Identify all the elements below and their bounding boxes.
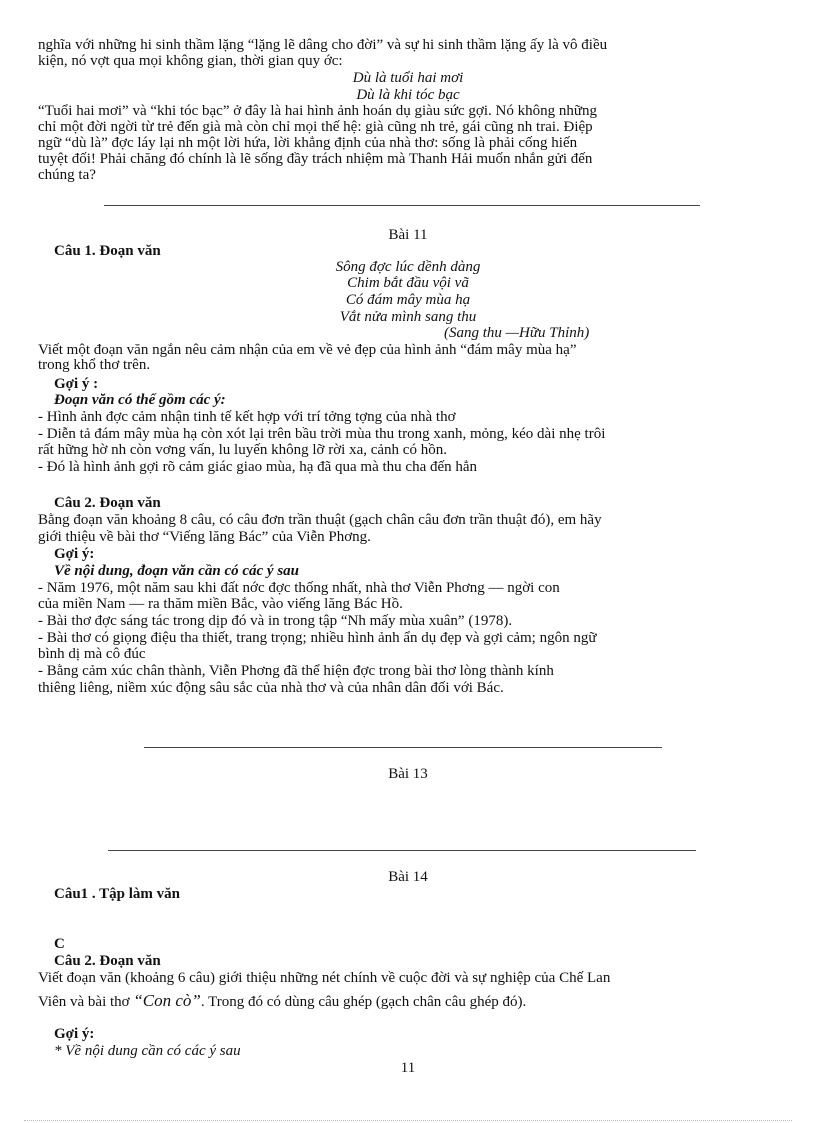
hint-heading: Gợi ý : [54,376,99,392]
poem-line: Có đám mây mùa hạ [345,292,471,308]
question-heading: Câu 1. Đoạn văn [54,243,161,259]
intro-line: nghĩa với những hi sinh thầm lặng “lặng lẽ dâng cho đời” và sự hi sinh thầm lặng ấy là vô điều [38,38,608,53]
hint-point: - Bằng cảm xúc chân thành, Viễn Phơng đã thể hiện đợc trong bài thơ lòng thành kính [38,664,554,679]
hint-heading: Gợi ý: [54,1026,95,1042]
question-heading: Câu 2. Đoạn văn [54,495,161,511]
prompt-text: Viên và bài thơ [38,994,134,1010]
page-number: 11 [400,1060,416,1076]
section-title: Bài 14 [388,869,428,885]
prompt-line: Bằng đoạn văn khoảng 8 câu, có câu đơn trần thuật (gạch chân câu đơn trần thuật đó), em hãy [38,513,602,528]
prompt-line: trong khổ thơ trên. [38,358,151,373]
section-divider [104,205,700,206]
hint-point: bình dị mà cô đúc [38,647,146,662]
question-heading: Câu1 . Tập làm văn [54,886,181,902]
section-title: Bài 11 [388,227,428,243]
poem-line: Chim bắt đầu vội vã [347,275,469,291]
hint-subheading: Về nội dung, đoạn văn cần có các ý sau [54,563,300,579]
verse-line: Dù là khi tóc bạc [356,87,460,103]
prompt-line: Viết đoạn văn (khoảng 6 câu) giới thiệu những nét chính về cuộc đời và sự nghiệp của Chế Lan [38,971,611,986]
hint-point: - Bài thơ có giọng điệu tha thiết, trang trọng; nhiều hình ảnh ẩn dụ đẹp và gợi cảm; ngôn ngữ [38,631,597,646]
hint-point: rất hững hờ nh còn vơng vấn, lu luyến không lỡ rời xa, cảnh có hồn. [38,443,447,458]
hint-point: - Đó là hình ảnh gợi rõ cảm giác giao mùa, hạ đã qua mà thu cha đến hẳn [38,460,478,475]
prompt-line: giới thiệu về bài thơ “Viếng lăng Bác” của Viễn Phơng. [38,530,371,545]
paragraph-line: tuyệt đối! Phải chăng đó chính là lẽ sống đầy trách nhiệm mà Thanh Hải muốn nhắn gửi đến [38,152,593,167]
section-divider [144,747,662,748]
hint-subheading: * Về nội dung cần có các ý sau [54,1044,241,1059]
hint-point: - Bài thơ đợc sáng tác trong dịp đó và in trong tập “Nh mấy mùa xuân” (1978). [38,614,513,629]
poem-line: Sông đợc lúc dềnh dàng [335,259,481,275]
poem-line: Vắt nửa mình sang thu [339,309,477,325]
hint-point: của miền Nam — ra thăm miền Bắc, vào viếng lăng Bác Hồ. [38,597,403,612]
section-title: Bài 13 [388,766,428,782]
poem-source: (Sang thu —Hữu Thỉnh) [444,326,590,341]
paragraph-line: chỉ một đời ngời từ trẻ đến già mà còn chỉ mọi thế hệ: già cũng nh trẻ, gái cũng nh trai. Điệp [38,120,593,135]
verse-line: Dù là tuổi hai mơi [352,70,464,86]
paragraph-line: chúng ta? [38,168,96,183]
prompt-line [38,993,782,1010]
hint-point: thiêng liêng, niềm xúc động sâu sắc của nhà thơ và của nhân dân đối với Bác. [38,681,504,696]
hint-point: - Diễn tả đám mây mùa hạ còn xót lại trên bầu trời mùa thu trong xanh, mỏng, kéo dài nhẹ trôi [38,427,606,442]
hint-point: - Năm 1976, một năm sau khi đất nớc đợc thống nhất, nhà thơ Viễn Phơng — ngời con [38,581,560,596]
hint-point: - Hình ảnh đợc cảm nhận tinh tế kết hợp với trí tởng tợng của nhà thơ [38,410,456,425]
prompt-text: . Trong đó có dùng câu ghép (gạch chân câu ghép đó). [200,994,527,1010]
paragraph-line: “Tuổi hai mơi” và “khi tóc bạc” ở đây là hai hình ảnh hoán dụ giàu sức gợi. Nó không những [38,104,597,119]
poem-title: “Con cò” [133,993,201,1010]
intro-line: kiện, nó vợt qua mọi không gian, thời gian quy ớc: [38,54,343,69]
section-divider [108,850,696,851]
prompt-line: Viết một đoạn văn ngắn nêu cảm nhận của em về vẻ đẹp của hình ảnh “đám mây mùa hạ” [38,343,577,358]
hint-heading: Gợi ý: [54,546,95,562]
question-heading: Câu 2. Đoạn văn [54,953,161,969]
page-bottom-border [24,1120,792,1121]
paragraph-line: ngữ “dù là” đợc láy lại nh một lời hứa, lời khẳng định của nhà thơ: sống là phải cống hiến [38,136,578,151]
stray-letter: C [54,936,65,952]
hint-subheading: Đoạn văn có thể gồm các ý: [54,392,226,408]
